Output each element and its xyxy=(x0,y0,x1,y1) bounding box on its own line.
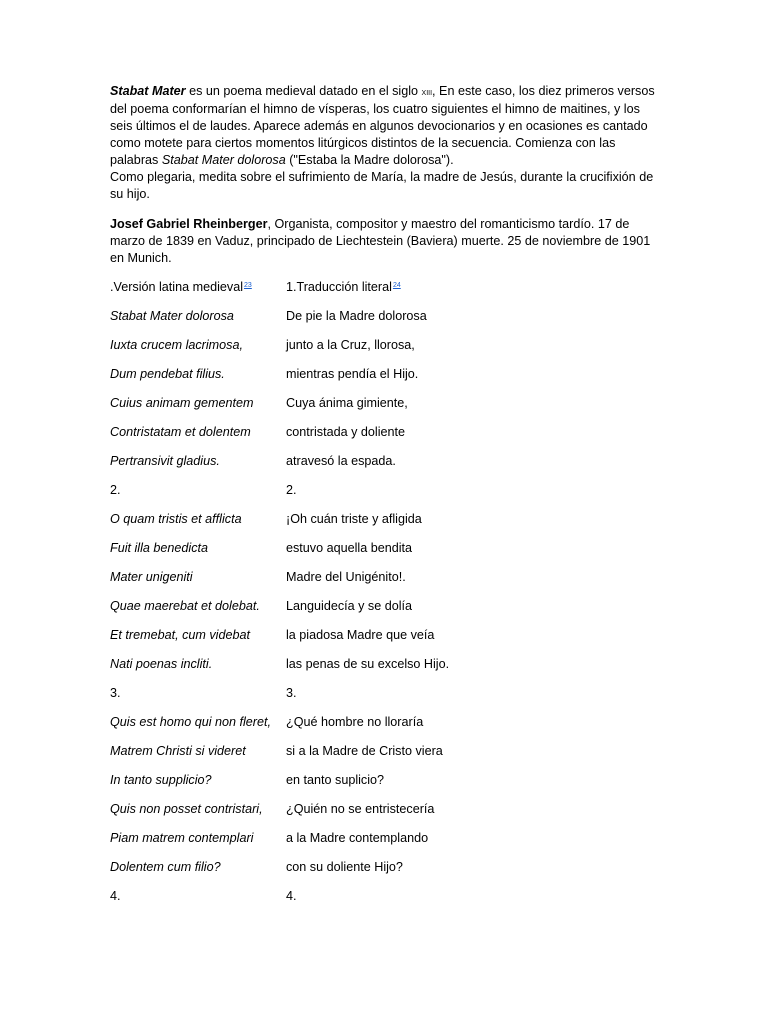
translation-verse-cell: 4. xyxy=(286,889,297,903)
translation-verse-cell: 3. xyxy=(286,686,297,700)
table-row xyxy=(110,366,655,395)
translation-verse-cell: si a la Madre de Cristo viera xyxy=(286,744,443,758)
table-row xyxy=(110,337,655,366)
table-row xyxy=(110,888,655,917)
latin-verse-cell: Contristatam et dolentem xyxy=(110,425,251,439)
latin-verse-cell: 2. xyxy=(110,483,121,497)
latin-verse-cell: Quae maerebat et dolebat. xyxy=(110,599,260,613)
translation-verse-cell: mientras pendía el Hijo. xyxy=(286,367,419,381)
intro-line-2: Como plegaria, medita sobre el sufrimiento de María, la madre de Jesús, durante la crucifixión de su hijo. xyxy=(110,170,654,201)
latin-verse-cell: Dum pendebat filius. xyxy=(110,367,225,381)
table-row xyxy=(110,743,655,772)
latin-verse-cell: Dolentem cum filio? xyxy=(110,860,221,874)
header-trans: 1.Traducción literal xyxy=(286,280,392,294)
table-header-row xyxy=(110,279,655,308)
translation-verse-cell: ¡Oh cuán triste y afligida xyxy=(286,512,422,526)
latin-verse-cell: Nati poenas incliti. xyxy=(110,657,213,671)
verse-rows xyxy=(110,308,655,917)
translation-verse-cell: junto a la Cruz, llorosa, xyxy=(286,338,415,352)
table-row xyxy=(110,569,655,598)
latin-verse-cell: Iuxta crucem lacrimosa, xyxy=(110,338,243,352)
latin-verse-cell: 4. xyxy=(110,889,121,903)
header-latin-cell xyxy=(110,279,286,296)
intro-title: Stabat Mater xyxy=(110,84,186,98)
table-row xyxy=(110,685,655,714)
bio-name: Josef Gabriel Rheinberger xyxy=(110,217,268,231)
translation-verse-cell: Madre del Unigénito!. xyxy=(286,570,406,584)
table-row xyxy=(110,482,655,511)
latin-verse-cell: Piam matrem contemplari xyxy=(110,831,254,845)
latin-verse-cell: O quam tristis et afflicta xyxy=(110,512,242,526)
intro-incipit: Stabat Mater dolorosa xyxy=(161,153,286,167)
latin-verse-cell: Et tremebat, cum videbat xyxy=(110,628,250,642)
translation-verse-cell: De pie la Madre dolorosa xyxy=(286,309,427,323)
translation-verse-cell: contristada y doliente xyxy=(286,425,406,439)
intro-text-2: , En este caso, los diez primeros versos del poema conformarían el himno de vísperas, los cuatro siguientes el himno de maitines, y los seis últimos el de laudes. Aparece además en algunos devocionarios y en ocasiones es cantado como motete para ciertos momentos litúrgicos distintos de la secuencia. Comienza con las palabras xyxy=(110,84,655,167)
translation-verse-cell: Languidecía y se dolía xyxy=(286,599,413,613)
translation-verse-cell: ¿Qué hombre no lloraría xyxy=(286,715,424,729)
latin-verse-cell: In tanto supplicio? xyxy=(110,773,212,787)
intro-text-3: ("Estaba la Madre dolorosa"). xyxy=(285,153,454,167)
table-row xyxy=(110,627,655,656)
table-row xyxy=(110,540,655,569)
latin-verse-cell: Pertransivit gladius. xyxy=(110,454,220,468)
intro-century: xiii xyxy=(421,86,433,98)
translation-verse-cell: estuvo aquella bendita xyxy=(286,541,413,555)
latin-verse-cell: 3. xyxy=(110,686,121,700)
table-row xyxy=(110,656,655,685)
translation-verse-cell: las penas de su excelso Hijo. xyxy=(286,657,450,671)
document-page xyxy=(110,83,655,917)
latin-verse-cell: Cuius animam gementem xyxy=(110,396,254,410)
translation-verse-cell: Cuya ánima gimiente, xyxy=(286,396,408,410)
latin-verse-cell: Mater unigeniti xyxy=(110,570,193,584)
table-row xyxy=(110,598,655,627)
table-row xyxy=(110,830,655,859)
footnote-link-23[interactable]: 23 xyxy=(244,282,252,289)
table-row xyxy=(110,714,655,743)
translation-verse-cell: con su doliente Hijo? xyxy=(286,860,403,874)
translation-verse-cell: 2. xyxy=(286,483,297,497)
header-latin: .Versión latina medieval xyxy=(110,280,244,294)
footnote-link-24[interactable]: 24 xyxy=(392,282,401,289)
table-row xyxy=(110,308,655,337)
translation-verse-cell: ¿Quién no se entristecería xyxy=(286,802,435,816)
latin-verse-cell: Quis est homo qui non fleret, xyxy=(110,715,272,729)
bio-text: , Organista, compositor y maestro del romanticismo tardío. 17 de marzo de 1839 en Vaduz, principado de Liechtestein (Baviera) muerte. 25 de noviembre de 1901 en Munich. xyxy=(110,217,651,265)
verse-table xyxy=(110,279,655,917)
translation-verse-cell: atravesó la espada. xyxy=(286,454,396,468)
table-row xyxy=(110,424,655,453)
intro-paragraph xyxy=(110,83,655,203)
translation-verse-cell: a la Madre contemplando xyxy=(286,831,429,845)
translation-verse-cell: la piadosa Madre que veía xyxy=(286,628,435,642)
table-row xyxy=(110,801,655,830)
latin-verse-cell: Fuit illa benedicta xyxy=(110,541,209,555)
bio-paragraph xyxy=(110,216,655,267)
table-row xyxy=(110,772,655,801)
table-row xyxy=(110,395,655,424)
intro-text-1: es un poema medieval datado en el siglo xyxy=(185,84,422,98)
table-row xyxy=(110,511,655,540)
table-row xyxy=(110,859,655,888)
translation-verse-cell: en tanto suplicio? xyxy=(286,773,385,787)
latin-verse-cell: Stabat Mater dolorosa xyxy=(110,309,234,323)
header-trans-cell xyxy=(286,279,655,296)
latin-verse-cell: Matrem Christi si videret xyxy=(110,744,246,758)
table-row xyxy=(110,453,655,482)
latin-verse-cell: Quis non posset contristari, xyxy=(110,802,263,816)
